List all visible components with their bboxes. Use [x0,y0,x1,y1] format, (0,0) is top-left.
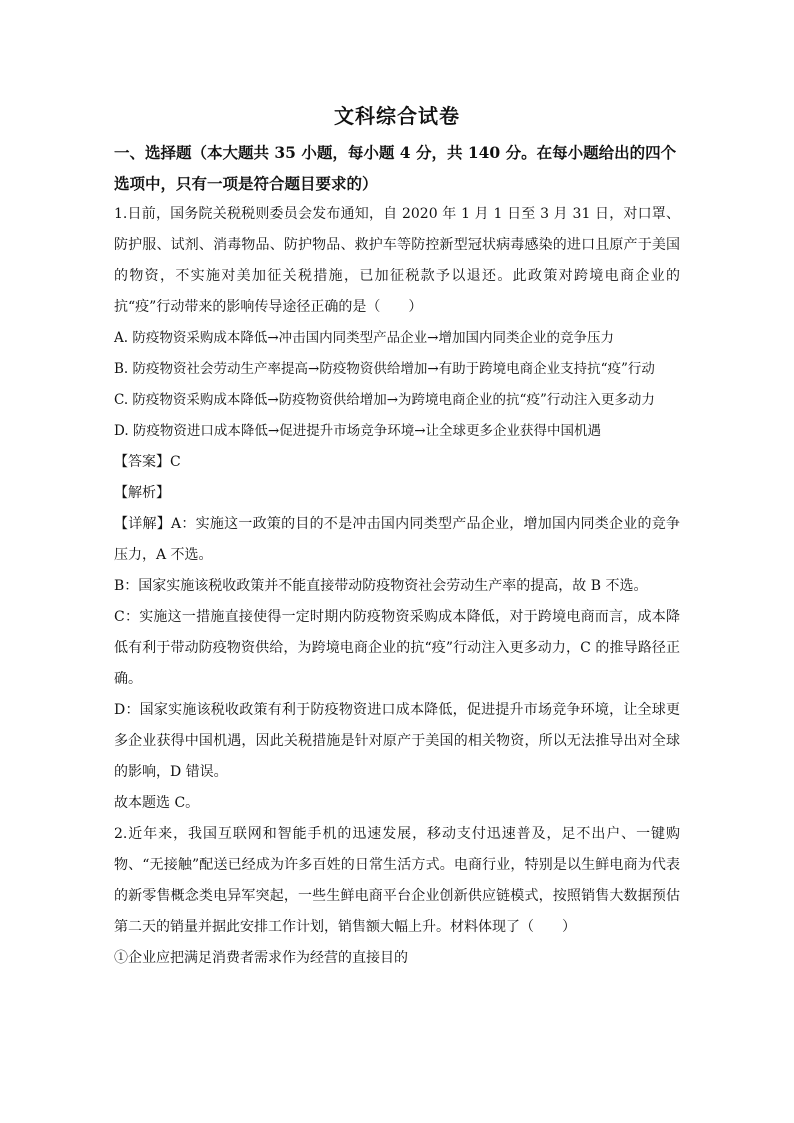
section-heading: 一、选择题（本大题共 35 小题，每小题 4 分，共 140 分。在每小题给出的四个选项中，只有一项是符合题目要求的） [114,143,677,193]
question-1-analysis-label: 【解析】 [114,485,170,501]
question-1-detail-c: C：实施这一措施直接使得一定时期内防疫物资采购成本降低，对于跨境电商而言，成本降低有利于带动防疫物资供给，为跨境电商企业的抗“疫”行动注入更多动力，C 的推导路径正确。 [114,609,680,687]
question-1-conclusion: 故本题选 C。 [114,795,200,811]
question-1-stem: 1.日前，国务院关税税则委员会发布通知，自 2020 年 1 月 1 日至 3 月 31 日，对口罩、防护服、试剂、消毒物品、防护物品、救护车等防控新型冠状病毒感染的进口且原产于美国的物资，不实施对美加征关税措施，已加征税款予以退还。此政策对跨境电商企业的抗“疫”行动带来的影响传导途径正确的是（ ） [114,206,680,315]
question-1-option-d: D. 防疫物资进口成本降低→促进提升市场竞争环境→让全球更多企业获得中国机遇 [114,423,602,439]
question-1-option-b: B. 防疫物资社会劳动生产率提高→防疫物资供给增加→有助于跨境电商企业支持抗“疫”行动 [114,361,655,377]
question-1-option-c: C. 防疫物资采购成本降低→防疫物资供给增加→为跨境电商企业的抗“疫”行动注入更多动力 [114,392,655,408]
question-1-answer: 【答案】C [114,454,181,470]
question-2-item-1: ①企业应把满足消费者需求作为经营的直接目的 [114,950,408,966]
question-1-detail-b: B：国家实施该税收政策并不能直接带动防疫物资社会劳动生产率的提高，故 B 不选。 [114,578,648,594]
document-body [114,100,680,974]
question-2-stem: 2.近年来，我国互联网和智能手机的迅速发展，移动支付迅速普及，足不出户、一键购物、“无接触”配送已经成为许多百姓的日常生活方式。电商行业，特别是以生鲜电商为代表的新零售概念类电异军突起，一些生鲜电商平台企业创新供应链模式，按照销售大数据预估第二天的销量并据此安排工作计划，销售额大幅上升。材料体现了（ ） [114,826,680,935]
document-title: 文科综合试卷 [334,104,460,128]
question-1-detail-d: D：国家实施该税收政策有利于防疫物资进口成本降低，促进提升市场竞争环境，让全球更多企业获得中国机遇，因此关税措施是针对原产于美国的相关物资，所以无法推导出对全球的影响，D 错误。 [114,702,680,780]
question-1-detail-a: 【详解】A：实施这一政策的目的不是冲击国内同类型产品企业，增加国内同类企业的竞争压力，A 不选。 [114,516,680,563]
question-1-option-a: A. 防疫物资采购成本降低→冲击国内同类型产品企业→增加国内同类企业的竞争压力 [114,330,614,346]
